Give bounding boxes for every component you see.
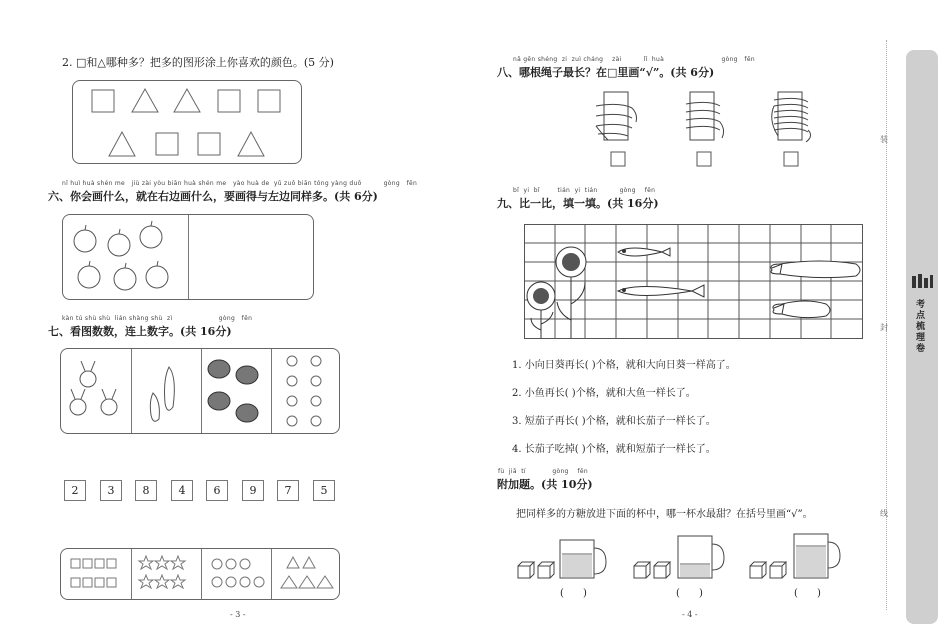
sugar-cubes-icon: [634, 562, 670, 578]
q9-sentence-2: 2. 小鱼再长( )个格，就和大鱼一样长了。: [512, 388, 696, 399]
pumpkin-icon: [236, 404, 258, 422]
checkbox-spool-2[interactable]: [697, 152, 711, 166]
eggplant-icon: [150, 393, 159, 421]
small-fish-icon: [618, 248, 670, 256]
number-box[interactable]: 4: [171, 480, 193, 501]
q9-title: 九、比一比，填一填。(共 16分): [497, 197, 659, 210]
shape-groups: [61, 549, 339, 599]
number-box[interactable]: 6: [206, 480, 228, 501]
q8-pinyin: nǎ gēn shéng zi zuì cháng zài lǐ huà gòng fēn: [513, 56, 755, 63]
radish-icon: [80, 361, 96, 387]
spool-2: [686, 92, 724, 140]
triangle-shape: [174, 89, 200, 112]
q7-pinyin: kàn tú shù shù lián shàng shù zì gòng fēn: [62, 315, 253, 322]
number-box[interactable]: 7: [277, 480, 299, 501]
q7-shapes-box: [60, 548, 340, 600]
checkbox-spool-3[interactable]: [784, 152, 798, 166]
spool-3: [772, 92, 811, 142]
answer-paren-3[interactable]: ( ): [794, 588, 821, 599]
apples-illustration: [67, 219, 187, 297]
q9-pinyin: bǐ yi bǐ tián yi tián gòng fēn: [513, 187, 656, 194]
sugar-cups-illustration: [512, 530, 842, 586]
q7-picture-box: [60, 348, 340, 434]
big-fish-icon: [618, 285, 704, 297]
sugar-cubes-icon: [518, 562, 554, 578]
binding-mark-1: 装: [880, 135, 888, 144]
q8-title: 八、哪根绳子最长？在□里画“√”。(共 6分): [497, 66, 715, 79]
radish-icon: [101, 389, 117, 415]
extra-instruction: 把同样多的方糖放进下面的杯中，哪一杯水最甜？在括号里画“√”。: [516, 509, 813, 520]
q7-title: 七、看图数数，连上数字。(共 16分): [48, 325, 232, 338]
small-sunflower-icon: [527, 282, 555, 338]
spool-1: [596, 92, 637, 140]
answer-paren-2[interactable]: ( ): [676, 588, 703, 599]
square-shape: [198, 133, 220, 155]
radish-icon: [70, 389, 86, 415]
square-shape: [92, 90, 114, 112]
big-sunflower-icon: [556, 247, 586, 338]
sugar-cubes-icon: [750, 562, 786, 578]
page-number-left: - 3 -: [230, 610, 246, 619]
extra-title: 附加题。(共 10分): [497, 478, 593, 491]
q2-title: 2. □和△哪种多？把多的图形涂上你喜欢的颜色。(5 分): [62, 56, 334, 69]
q6-title: 六、你会画什么，就在右边画什么，要画得与左边同样多。(共 6分): [48, 190, 378, 203]
checkbox-spool-1[interactable]: [611, 152, 625, 166]
number-box[interactable]: 9: [242, 480, 264, 501]
number-box[interactable]: 2: [64, 480, 86, 501]
divider: [188, 215, 189, 299]
brand-text: 考点梳理卷: [916, 300, 926, 354]
q2-shapes: [73, 81, 301, 163]
square-shape: [156, 133, 178, 155]
square-shape: [218, 90, 240, 112]
triangle-shape: [132, 89, 158, 112]
number-box[interactable]: 5: [313, 480, 335, 501]
binding-mark-3: 线: [880, 509, 888, 518]
extra-pinyin: fù jiā tí gòng fēn: [498, 468, 588, 475]
q6-drawing-box: [62, 214, 314, 300]
eggplant-icon: [165, 367, 175, 410]
comparison-grid: [524, 224, 866, 340]
sidebar-strip: [906, 50, 938, 624]
short-eggplant-icon: [773, 301, 830, 318]
square-shape: [258, 90, 280, 112]
pumpkin-icon: [236, 366, 258, 384]
pumpkin-icon: [208, 360, 230, 378]
q2-shapes-box: [72, 80, 302, 164]
pumpkin-icon: [208, 392, 230, 410]
page-number-right: - 4 -: [682, 610, 698, 619]
brand-logo-icon: [910, 272, 934, 292]
q9-sentence-3: 3. 短茄子再长( )个格，就和长茄子一样长了。: [512, 416, 716, 427]
count-pictures: [61, 349, 339, 433]
answer-paren-1[interactable]: ( ): [560, 588, 587, 599]
q9-sentence-1: 1. 小向日葵再长( )个格，就和大向日葵一样高了。: [512, 360, 736, 371]
long-eggplant-icon: [771, 261, 860, 278]
triangle-shape: [238, 132, 264, 156]
q9-sentence-4: 4. 长茄子吃掉( )个格，就和短茄子一样长了。: [512, 444, 716, 455]
rope-spools-illustration: [590, 86, 830, 170]
q6-pinyin: nǐ huì huà shén me jiù zài yòu biān huà shén me yào huà de yǔ zuǒ biān tóng yàng duō gòng fēn: [62, 180, 418, 187]
number-box[interactable]: 3: [100, 480, 122, 501]
triangle-shape: [109, 132, 135, 156]
binding-mark-2: 封: [880, 323, 888, 332]
number-box[interactable]: 8: [135, 480, 157, 501]
